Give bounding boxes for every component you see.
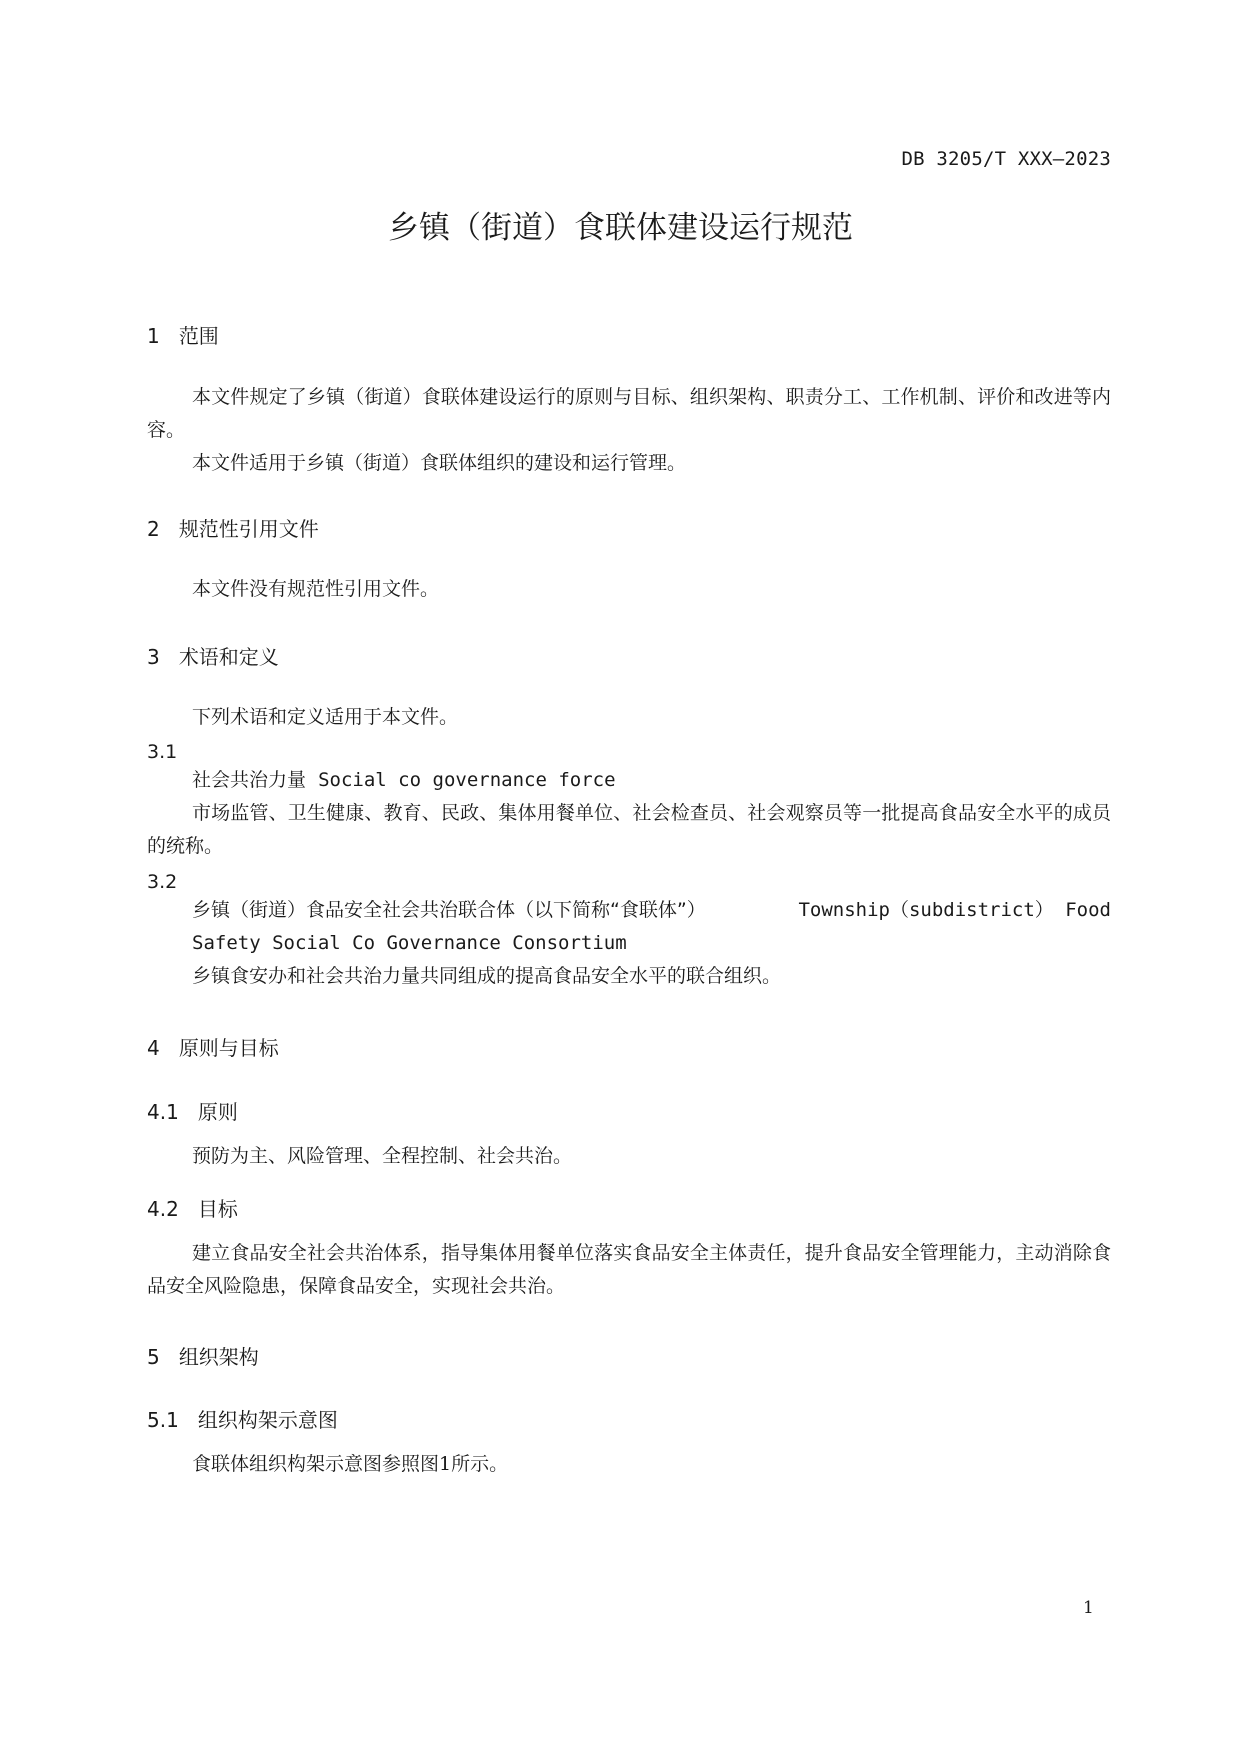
section-1-heading [147,320,1111,349]
page-number: 1 [1083,1598,1094,1618]
section-number: 3 [147,645,160,669]
section-4-2-heading [147,1193,1111,1222]
section-number: 4.1 [147,1100,179,1124]
section-title: 范围 [178,324,219,348]
term-english: Social co governance force [318,769,616,791]
section-number: 4.2 [147,1197,179,1221]
term-number: 3.1 [147,741,178,763]
section-3-body [147,701,1111,734]
section-number: 4 [147,1036,160,1060]
term-3-2 [147,871,1111,893]
term-english-line-1: Township（subdistrict） Food [798,899,1111,921]
term-chinese: 社会共治力量 [192,769,307,791]
section-2-heading [147,513,1111,542]
section-title: 组织构架示意图 [197,1408,338,1432]
term-definition: 市场监管、卫生健康、教育、民政、集体用餐单位、社会检查员、社会观察员等一批提高食品安全水平的成员的统称。 [147,802,1111,857]
section-number: 5 [147,1345,160,1369]
term-definition: 乡镇食安办和社会共治力量共同组成的提高食品安全水平的联合组织。 [192,965,782,987]
section-2-body [147,573,1111,606]
term-3-1 [147,741,1111,763]
section-title: 目标 [197,1197,238,1221]
section-4-1-heading [147,1096,1111,1125]
section-title: 原则与目标 [178,1036,279,1060]
paragraph: 本文件规定了乡镇（街道）食联体建设运行的原则与目标、组织架构、职责分工、工作机制、评价和改进等内容。 [147,386,1111,441]
document-number: DB 3205/T XXX—2023 [901,148,1111,170]
paragraph: 预防为主、风险管理、全程控制、社会共治。 [192,1145,573,1167]
section-5-1-heading [147,1404,1111,1433]
term-chinese: 乡镇（街道）食品安全社会共治联合体（以下简称“食联体”） [192,899,706,921]
section-5-heading [147,1341,1111,1370]
section-title: 原则 [197,1100,238,1124]
paragraph: 本文件适用于乡镇（街道）食联体组织的建设和运行管理。 [192,452,687,474]
term-number: 3.2 [147,871,178,893]
paragraph: 下列术语和定义适用于本文件。 [192,706,459,728]
section-5-1-body [147,1448,1111,1481]
term-3-2-body [147,894,1111,993]
section-4-1-body [147,1140,1111,1173]
section-number: 2 [147,517,160,541]
term-english-line-2: Safety Social Co Governance Consortium [192,932,627,954]
section-number: 1 [147,324,160,348]
section-title: 组织架构 [178,1345,259,1369]
section-4-heading [147,1032,1111,1061]
section-title: 规范性引用文件 [178,517,319,541]
term-3-1-body [147,764,1111,863]
document-title: 乡镇（街道）食联体建设运行规范 [388,210,853,246]
paragraph: 食联体组织构架示意图参照图1所示。 [192,1453,509,1475]
section-1-body [147,381,1111,480]
paragraph: 建立食品安全社会共治体系，指导集体用餐单位落实食品安全主体责任，提升食品安全管理能力，主动消除食品安全风险隐患，保障食品安全，实现社会共治。 [147,1242,1111,1297]
section-4-2-body [147,1237,1111,1303]
section-title: 术语和定义 [178,645,279,669]
paragraph: 本文件没有规范性引用文件。 [192,578,440,600]
section-3-heading [147,641,1111,670]
section-number: 5.1 [147,1408,179,1432]
